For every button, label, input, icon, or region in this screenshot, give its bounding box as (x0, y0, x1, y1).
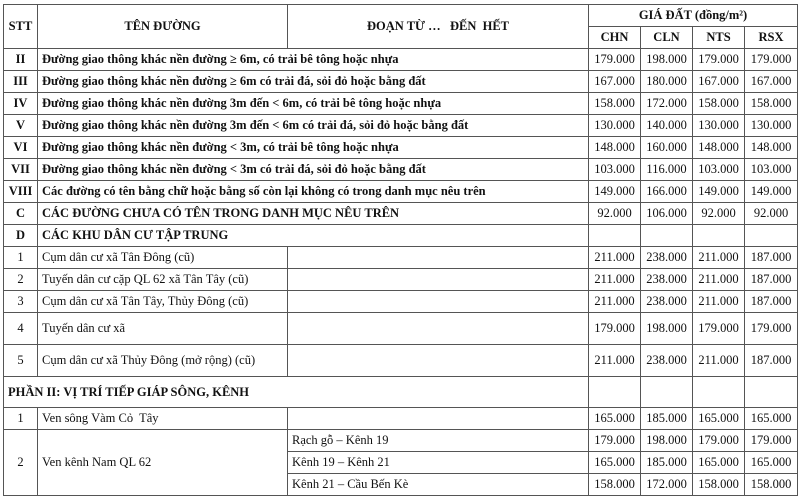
row-stt: 2 (4, 269, 38, 291)
table-row (4, 313, 798, 345)
empty-cell (745, 377, 798, 408)
table-row (4, 247, 798, 269)
price-chn: 165.000 (589, 452, 641, 474)
price-chn: 179.000 (589, 313, 641, 345)
part-title: PHẦN II: VỊ TRÍ TIẾP GIÁP SÔNG, KÊNH (4, 377, 589, 408)
table-row (4, 203, 798, 225)
empty-cell (589, 225, 641, 247)
row-name: Các đường có tên bằng chữ hoặc bằng số còn lại không có trong danh mục nêu trên (38, 181, 589, 203)
price-chn: 158.000 (589, 474, 641, 496)
table-row (4, 181, 798, 203)
price-rsx: 165.000 (745, 408, 798, 430)
row-doan: Rạch gỗ – Kênh 19 (288, 430, 589, 452)
empty-cell (641, 377, 693, 408)
price-rsx: 187.000 (745, 345, 798, 377)
price-rsx: 179.000 (745, 313, 798, 345)
price-nts: 179.000 (693, 313, 745, 345)
header-ten-duong: TÊN ĐƯỜNG (38, 5, 288, 49)
price-nts: 165.000 (693, 452, 745, 474)
row-name: Cụm dân cư xã Thủy Đông (mở rộng) (cũ) (38, 345, 288, 377)
price-chn: 211.000 (589, 269, 641, 291)
row-stt: V (4, 115, 38, 137)
header-gia-dat: GIÁ ĐẤT (đồng/m²) (589, 5, 798, 27)
row-doan (288, 313, 589, 345)
row-stt: 4 (4, 313, 38, 345)
table-row (4, 291, 798, 313)
row-name: Ven kênh Nam QL 62 (38, 430, 288, 496)
price-chn: 165.000 (589, 408, 641, 430)
row-stt: VIII (4, 181, 38, 203)
row-name: CÁC ĐƯỜNG CHƯA CÓ TÊN TRONG DANH MỤC NÊU TRÊN (38, 203, 589, 225)
row-stt: VI (4, 137, 38, 159)
row-stt: 3 (4, 291, 38, 313)
price-chn: 149.000 (589, 181, 641, 203)
price-nts: 179.000 (693, 49, 745, 71)
row-doan (288, 408, 589, 430)
table-row (4, 269, 798, 291)
table-row (4, 115, 798, 137)
empty-cell (589, 377, 641, 408)
price-nts: 148.000 (693, 137, 745, 159)
price-rsx: 179.000 (745, 49, 798, 71)
price-chn: 158.000 (589, 93, 641, 115)
table-row (4, 430, 798, 452)
price-rsx: 149.000 (745, 181, 798, 203)
row-stt: C (4, 203, 38, 225)
table-row (4, 71, 798, 93)
row-stt: 1 (4, 408, 38, 430)
table-row (4, 49, 798, 71)
price-chn: 179.000 (589, 430, 641, 452)
price-rsx: 158.000 (745, 93, 798, 115)
price-cln: 140.000 (641, 115, 693, 137)
price-cln: 198.000 (641, 313, 693, 345)
row-name: Đường giao thông khác nền đường 3m đến < 6m, có trải bê tông hoặc nhựa (38, 93, 589, 115)
empty-cell (693, 377, 745, 408)
price-cln: 185.000 (641, 408, 693, 430)
row-stt: 5 (4, 345, 38, 377)
price-cln: 198.000 (641, 49, 693, 71)
price-nts: 130.000 (693, 115, 745, 137)
header-doan: ĐOẠN TỪ … ĐẾN HẾT (288, 5, 589, 49)
section-header-row (4, 225, 798, 247)
header-chn: CHN (589, 27, 641, 49)
empty-cell (693, 225, 745, 247)
price-rsx: 103.000 (745, 159, 798, 181)
price-nts: 92.000 (693, 203, 745, 225)
table-row (4, 345, 798, 377)
price-nts: 165.000 (693, 408, 745, 430)
price-chn: 167.000 (589, 71, 641, 93)
part-header-row (4, 377, 798, 408)
price-nts: 179.000 (693, 430, 745, 452)
table-row (4, 159, 798, 181)
header-row-1 (4, 5, 798, 27)
empty-cell (641, 225, 693, 247)
price-cln: 238.000 (641, 345, 693, 377)
price-chn: 211.000 (589, 247, 641, 269)
header-cln: CLN (641, 27, 693, 49)
price-nts: 167.000 (693, 71, 745, 93)
section-title: CÁC KHU DÂN CƯ TẬP TRUNG (38, 225, 589, 247)
price-cln: 172.000 (641, 474, 693, 496)
row-stt: 1 (4, 247, 38, 269)
price-cln: 106.000 (641, 203, 693, 225)
row-name: Đường giao thông khác nền đường ≥ 6m, có trải bê tông hoặc nhựa (38, 49, 589, 71)
empty-cell (745, 225, 798, 247)
row-name: Cụm dân cư xã Tân Đông (cũ) (38, 247, 288, 269)
price-cln: 238.000 (641, 291, 693, 313)
row-name: Cụm dân cư xã Tân Tây, Thủy Đông (cũ) (38, 291, 288, 313)
header-nts: NTS (693, 27, 745, 49)
price-cln: 116.000 (641, 159, 693, 181)
row-doan (288, 345, 589, 377)
price-cln: 180.000 (641, 71, 693, 93)
row-doan: Kênh 19 – Kênh 21 (288, 452, 589, 474)
row-name: Tuyến dân cư cặp QL 62 xã Tân Tây (cũ) (38, 269, 288, 291)
price-nts: 211.000 (693, 345, 745, 377)
price-nts: 211.000 (693, 247, 745, 269)
price-cln: 166.000 (641, 181, 693, 203)
price-nts: 158.000 (693, 93, 745, 115)
header-rsx: RSX (745, 27, 798, 49)
price-rsx: 158.000 (745, 474, 798, 496)
price-chn: 211.000 (589, 291, 641, 313)
price-cln: 160.000 (641, 137, 693, 159)
row-stt: III (4, 71, 38, 93)
price-nts: 211.000 (693, 269, 745, 291)
price-chn: 211.000 (589, 345, 641, 377)
row-doan: Kênh 21 – Cầu Bến Kè (288, 474, 589, 496)
price-cln: 172.000 (641, 93, 693, 115)
price-cln: 198.000 (641, 430, 693, 452)
price-rsx: 187.000 (745, 247, 798, 269)
price-chn: 103.000 (589, 159, 641, 181)
price-rsx: 187.000 (745, 291, 798, 313)
table-row (4, 408, 798, 430)
row-name: Tuyến dân cư xã (38, 313, 288, 345)
price-chn: 130.000 (589, 115, 641, 137)
price-cln: 238.000 (641, 247, 693, 269)
land-price-table (3, 4, 798, 496)
row-name: Ven sông Vàm Cỏ Tây (38, 408, 288, 430)
price-cln: 185.000 (641, 452, 693, 474)
row-name: Đường giao thông khác nền đường ≥ 6m có trải đá, sỏi đỏ hoặc bằng đất (38, 71, 589, 93)
price-rsx: 187.000 (745, 269, 798, 291)
price-chn: 92.000 (589, 203, 641, 225)
row-name: Đường giao thông khác nền đường < 3m có trải đá, sỏi đỏ hoặc bằng đất (38, 159, 589, 181)
row-doan (288, 247, 589, 269)
table-row (4, 137, 798, 159)
price-rsx: 165.000 (745, 452, 798, 474)
row-doan (288, 269, 589, 291)
price-nts: 158.000 (693, 474, 745, 496)
price-nts: 149.000 (693, 181, 745, 203)
price-nts: 211.000 (693, 291, 745, 313)
price-rsx: 92.000 (745, 203, 798, 225)
row-name: Đường giao thông khác nền đường 3m đến < 6m có trải đá, sỏi đỏ hoặc bằng đất (38, 115, 589, 137)
header-stt: STT (4, 5, 38, 49)
price-cln: 238.000 (641, 269, 693, 291)
price-rsx: 167.000 (745, 71, 798, 93)
price-rsx: 179.000 (745, 430, 798, 452)
price-rsx: 130.000 (745, 115, 798, 137)
price-chn: 148.000 (589, 137, 641, 159)
price-nts: 103.000 (693, 159, 745, 181)
row-stt: VII (4, 159, 38, 181)
row-stt: IV (4, 93, 38, 115)
table-row (4, 93, 798, 115)
price-chn: 179.000 (589, 49, 641, 71)
row-stt: 2 (4, 430, 38, 496)
row-doan (288, 291, 589, 313)
row-stt: II (4, 49, 38, 71)
section-stt: D (4, 225, 38, 247)
row-name: Đường giao thông khác nền đường < 3m, có trải bê tông hoặc nhựa (38, 137, 589, 159)
price-rsx: 148.000 (745, 137, 798, 159)
